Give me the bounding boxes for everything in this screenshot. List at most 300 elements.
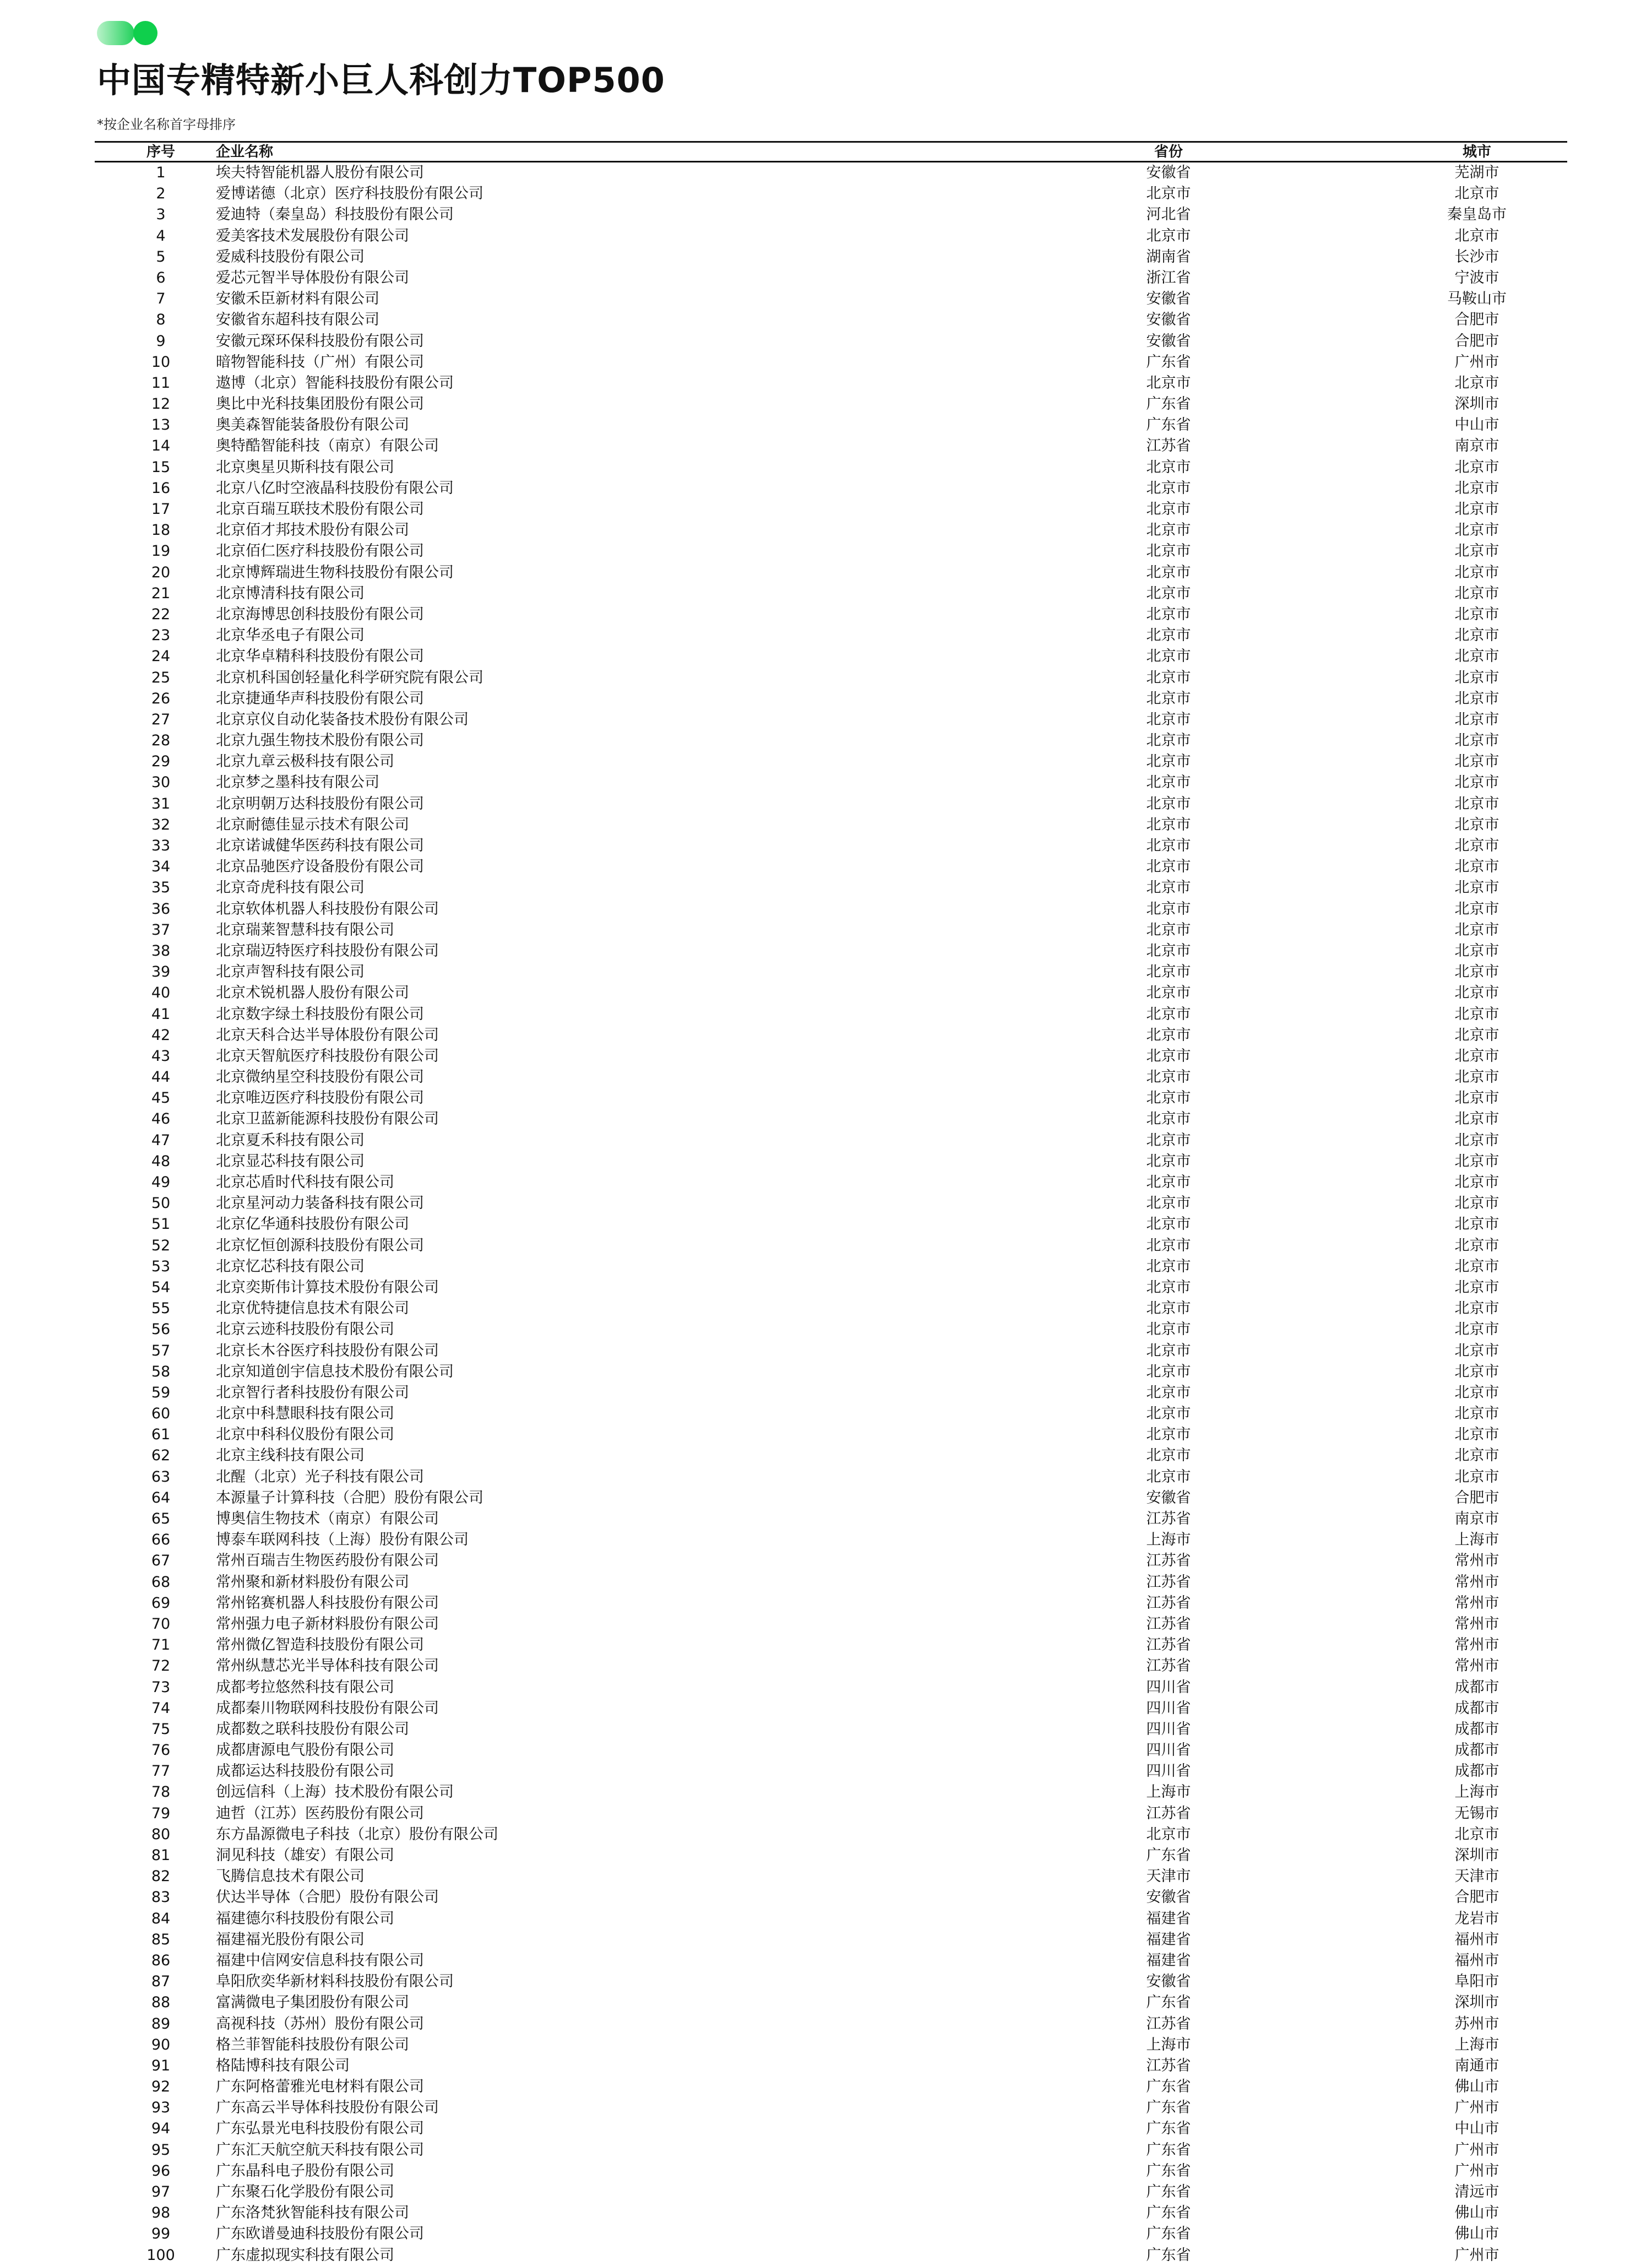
city: 北京市 <box>1454 1089 1499 1107</box>
city: 北京市 <box>1454 1152 1499 1170</box>
table-row <box>95 920 1567 941</box>
city: 北京市 <box>1454 1026 1499 1044</box>
province: 江苏省 <box>1146 1573 1191 1591</box>
province: 广东省 <box>1146 395 1191 413</box>
city: 广州市 <box>1454 353 1499 371</box>
company-name: 本源量子计算科技（合肥）股份有限公司 <box>216 1489 483 1506</box>
province: 北京市 <box>1146 1384 1191 1401</box>
province: 北京市 <box>1146 185 1191 203</box>
city: 北京市 <box>1454 1131 1499 1149</box>
table-row <box>95 457 1567 478</box>
city: 芜湖市 <box>1454 164 1499 181</box>
company-name: 广东晶科电子股份有限公司 <box>216 2162 394 2180</box>
row-number: 50 <box>151 1195 171 1212</box>
company-name: 成都数之联科技股份有限公司 <box>216 1720 409 1738</box>
table-row <box>95 625 1567 646</box>
company-name: 奥特酷智能科技（南京）有限公司 <box>216 437 439 455</box>
province: 北京市 <box>1146 711 1191 728</box>
company-name: 高视科技（苏州）股份有限公司 <box>216 2015 424 2032</box>
province: 北京市 <box>1146 543 1191 560</box>
city: 北京市 <box>1454 543 1499 560</box>
province: 江苏省 <box>1146 2015 1191 2032</box>
row-number: 1 <box>156 164 166 181</box>
city: 北京市 <box>1454 458 1499 476</box>
row-number: 28 <box>151 732 171 750</box>
company-name: 常州强力电子新材料股份有限公司 <box>216 1615 439 1633</box>
city: 北京市 <box>1454 522 1499 539</box>
company-name: 常州纵慧芯光半导体科技有限公司 <box>216 1657 439 1675</box>
table-row <box>95 583 1567 604</box>
table-row <box>95 1383 1567 1403</box>
city: 北京市 <box>1454 185 1499 203</box>
province: 北京市 <box>1146 501 1191 518</box>
province: 北京市 <box>1146 1342 1191 1359</box>
logo-pill-shape <box>97 21 134 45</box>
row-number: 29 <box>151 753 171 771</box>
company-name: 北京海博思创科技股份有限公司 <box>216 605 424 623</box>
city: 马鞍山市 <box>1447 290 1507 308</box>
province: 江苏省 <box>1146 1594 1191 1612</box>
company-name: 北京中科科仪股份有限公司 <box>216 1426 394 1444</box>
company-name: 爱芯元智半导体股份有限公司 <box>216 269 409 286</box>
city: 北京市 <box>1454 690 1499 707</box>
province: 浙江省 <box>1146 269 1191 286</box>
table-row <box>95 1214 1567 1235</box>
company-name: 伏达半导体（合肥）股份有限公司 <box>216 1889 439 1906</box>
company-name: 爱迪特（秦皇岛）科技股份有限公司 <box>216 206 454 224</box>
city: 合肥市 <box>1454 1489 1499 1506</box>
company-name: 北京微纳星空科技股份有限公司 <box>216 1069 424 1086</box>
table-row <box>95 604 1567 625</box>
table-row <box>95 1088 1567 1109</box>
table-row <box>95 2118 1567 2139</box>
city: 合肥市 <box>1454 332 1499 350</box>
company-name: 北京佰才邦技术股份有限公司 <box>216 522 409 539</box>
city: 北京市 <box>1454 816 1499 833</box>
company-name: 北京梦之墨科技有限公司 <box>216 774 379 792</box>
row-number: 76 <box>151 1742 171 1759</box>
city: 福州市 <box>1454 1951 1499 1969</box>
row-number: 88 <box>151 1994 171 2012</box>
row-number: 55 <box>151 1300 171 1318</box>
row-number: 95 <box>151 2141 171 2159</box>
table-row <box>95 1403 1567 1424</box>
row-number: 92 <box>151 2078 171 2096</box>
company-name: 广东弘景光电科技股份有限公司 <box>216 2120 424 2138</box>
province: 广东省 <box>1146 2204 1191 2222</box>
city: 天津市 <box>1454 1868 1499 1885</box>
province: 北京市 <box>1146 227 1191 245</box>
province: 北京市 <box>1146 1321 1191 1338</box>
province: 江苏省 <box>1146 1636 1191 1654</box>
header-province: 省份 <box>1154 144 1183 160</box>
city: 北京市 <box>1454 900 1499 918</box>
city: 上海市 <box>1454 1783 1499 1801</box>
table-row <box>95 373 1567 394</box>
table-row <box>95 941 1567 962</box>
row-number: 93 <box>151 2099 171 2117</box>
province: 北京市 <box>1146 1005 1191 1023</box>
city: 深圳市 <box>1454 395 1499 413</box>
city: 秦皇岛市 <box>1447 206 1507 224</box>
row-number: 56 <box>151 1321 171 1338</box>
city: 北京市 <box>1454 774 1499 792</box>
city: 常州市 <box>1454 1552 1499 1570</box>
city: 北京市 <box>1454 1405 1499 1423</box>
province: 北京市 <box>1146 1426 1191 1444</box>
row-number: 15 <box>151 458 171 476</box>
province: 广东省 <box>1146 2120 1191 2138</box>
company-name: 北京奕斯伟计算技术股份有限公司 <box>216 1278 439 1296</box>
row-number: 10 <box>151 353 171 371</box>
city: 北京市 <box>1454 1426 1499 1444</box>
table-row <box>95 1929 1567 1950</box>
table-row <box>95 1130 1567 1151</box>
province: 广东省 <box>1146 1847 1191 1864</box>
city: 南京市 <box>1454 1510 1499 1527</box>
city: 长沙市 <box>1454 248 1499 265</box>
company-name: 北京博辉瑞进生物科技股份有限公司 <box>216 563 454 581</box>
city: 北京市 <box>1454 1300 1499 1318</box>
province: 广东省 <box>1146 2162 1191 2180</box>
city: 佛山市 <box>1454 2225 1499 2243</box>
company-name: 北京佰仁医疗科技股份有限公司 <box>216 543 424 560</box>
row-number: 39 <box>151 963 171 981</box>
table-row <box>95 709 1567 730</box>
province: 江苏省 <box>1146 1510 1191 1527</box>
table-row <box>95 2140 1567 2161</box>
company-name: 广东欧谱曼迪科技股份有限公司 <box>216 2225 424 2243</box>
table-row <box>95 247 1567 268</box>
company-name: 北京云迹科技股份有限公司 <box>216 1321 394 1338</box>
table-row <box>95 794 1567 815</box>
header-city: 城市 <box>1462 144 1491 160</box>
city: 北京市 <box>1454 479 1499 497</box>
row-number: 61 <box>151 1426 171 1444</box>
company-name: 北京芯盾时代科技有限公司 <box>216 1174 394 1191</box>
row-number: 79 <box>151 1804 171 1822</box>
city: 北京市 <box>1454 1237 1499 1254</box>
province: 湖南省 <box>1146 248 1191 265</box>
logo-dot-shape <box>133 21 157 45</box>
row-number: 77 <box>151 1763 171 1780</box>
company-name: 北醒（北京）光子科技有限公司 <box>216 1468 424 1486</box>
province: 北京市 <box>1146 458 1191 476</box>
row-number: 40 <box>151 984 171 1002</box>
table-row <box>95 1950 1567 1971</box>
row-number: 5 <box>156 248 166 265</box>
table-row <box>95 415 1567 436</box>
table-row <box>95 2097 1567 2118</box>
province: 上海市 <box>1146 2036 1191 2053</box>
province: 北京市 <box>1146 1257 1191 1275</box>
city: 北京市 <box>1454 1195 1499 1212</box>
city: 北京市 <box>1454 605 1499 623</box>
province: 北京市 <box>1146 963 1191 981</box>
province: 北京市 <box>1146 1405 1191 1423</box>
city: 北京市 <box>1454 732 1499 750</box>
city: 北京市 <box>1454 879 1499 897</box>
row-number: 99 <box>151 2225 171 2243</box>
province: 广东省 <box>1146 2246 1191 2264</box>
company-name: 北京夏禾科技有限公司 <box>216 1131 365 1149</box>
row-number: 86 <box>151 1951 171 1969</box>
row-number: 60 <box>151 1405 171 1423</box>
province: 安徽省 <box>1146 1889 1191 1906</box>
province: 江苏省 <box>1146 437 1191 455</box>
province: 广东省 <box>1146 353 1191 371</box>
row-number: 66 <box>151 1531 171 1549</box>
sort-note: *按企业名称首字母排序 <box>97 117 236 132</box>
table-row <box>95 331 1567 352</box>
row-number: 2 <box>156 185 166 203</box>
province: 北京市 <box>1146 1174 1191 1191</box>
province: 北京市 <box>1146 1195 1191 1212</box>
table-row <box>95 2014 1567 2035</box>
header-name: 企业名称 <box>216 144 274 160</box>
row-number: 6 <box>156 269 166 286</box>
city: 福州市 <box>1454 1931 1499 1948</box>
province: 四川省 <box>1146 1742 1191 1759</box>
city: 宁波市 <box>1454 269 1499 286</box>
table-row <box>95 772 1567 793</box>
table-row <box>95 983 1567 1004</box>
company-name: 奥比中光科技集团股份有限公司 <box>216 395 424 413</box>
row-number: 25 <box>151 669 171 686</box>
row-number: 17 <box>151 501 171 518</box>
province: 北京市 <box>1146 816 1191 833</box>
province: 福建省 <box>1146 1910 1191 1927</box>
city: 北京市 <box>1454 1110 1499 1128</box>
row-number: 16 <box>151 479 171 497</box>
province: 北京市 <box>1146 1047 1191 1065</box>
city: 北京市 <box>1454 1468 1499 1486</box>
company-name: 北京华丞电子有限公司 <box>216 627 365 644</box>
company-name: 博奥信生物技术（南京）有限公司 <box>216 1510 439 1527</box>
company-name: 北京长木谷医疗科技股份有限公司 <box>216 1342 439 1359</box>
table-row <box>95 204 1567 225</box>
province: 北京市 <box>1146 1110 1191 1128</box>
company-name: 北京卫蓝新能源科技股份有限公司 <box>216 1110 439 1128</box>
table-row <box>95 1424 1567 1445</box>
city: 北京市 <box>1454 648 1499 665</box>
table-row <box>95 877 1567 898</box>
province: 北京市 <box>1146 984 1191 1002</box>
row-number: 33 <box>151 837 171 854</box>
row-number: 64 <box>151 1489 171 1506</box>
city: 北京市 <box>1454 858 1499 876</box>
city: 南通市 <box>1454 2057 1499 2074</box>
province: 北京市 <box>1146 1216 1191 1233</box>
row-number: 21 <box>151 584 171 602</box>
company-name: 北京术锐机器人股份有限公司 <box>216 984 409 1002</box>
row-number: 7 <box>156 290 166 308</box>
city: 北京市 <box>1454 1342 1499 1359</box>
city: 成都市 <box>1454 1742 1499 1759</box>
row-number: 12 <box>151 395 171 413</box>
table-row <box>95 1172 1567 1193</box>
table-row <box>95 541 1567 562</box>
province: 北京市 <box>1146 1069 1191 1086</box>
city: 北京市 <box>1454 1363 1499 1380</box>
province: 北京市 <box>1146 732 1191 750</box>
row-number: 22 <box>151 605 171 623</box>
row-number: 34 <box>151 858 171 876</box>
city: 常州市 <box>1454 1573 1499 1591</box>
row-number: 91 <box>151 2057 171 2074</box>
row-number: 37 <box>151 921 171 939</box>
company-name: 常州微亿智造科技股份有限公司 <box>216 1636 424 1654</box>
row-number: 84 <box>151 1910 171 1927</box>
province: 江苏省 <box>1146 1657 1191 1675</box>
company-name: 北京瑞莱智慧科技有限公司 <box>216 921 394 939</box>
province: 广东省 <box>1146 2078 1191 2096</box>
table-row <box>95 1004 1567 1025</box>
company-name: 安徽元琛环保科技股份有限公司 <box>216 332 424 350</box>
city: 北京市 <box>1454 227 1499 245</box>
row-number: 100 <box>146 2246 175 2264</box>
company-name: 爱美客技术发展股份有限公司 <box>216 227 409 245</box>
city: 北京市 <box>1454 669 1499 686</box>
company-name: 成都唐源电气股份有限公司 <box>216 1742 394 1759</box>
province: 北京市 <box>1146 774 1191 792</box>
row-number: 54 <box>151 1278 171 1296</box>
row-number: 44 <box>151 1069 171 1086</box>
province: 安徽省 <box>1146 290 1191 308</box>
city: 中山市 <box>1454 416 1499 434</box>
company-name: 北京主线科技有限公司 <box>216 1447 365 1465</box>
province: 安徽省 <box>1146 332 1191 350</box>
row-number: 70 <box>151 1615 171 1633</box>
company-name: 北京诺诚健华医药科技有限公司 <box>216 837 424 854</box>
city: 成都市 <box>1454 1699 1499 1717</box>
province: 北京市 <box>1146 858 1191 876</box>
city: 上海市 <box>1454 1531 1499 1549</box>
company-name: 常州铭赛机器人科技股份有限公司 <box>216 1594 439 1612</box>
row-number: 32 <box>151 816 171 833</box>
table-row <box>95 1509 1567 1530</box>
city: 北京市 <box>1454 584 1499 602</box>
row-number: 62 <box>151 1447 171 1465</box>
company-name: 北京忆芯科技有限公司 <box>216 1257 365 1275</box>
province: 福建省 <box>1146 1931 1191 1948</box>
city: 深圳市 <box>1454 1994 1499 2012</box>
city: 北京市 <box>1454 1216 1499 1233</box>
row-number: 80 <box>151 1825 171 1843</box>
table-row <box>95 1488 1567 1509</box>
company-name: 常州聚和新材料股份有限公司 <box>216 1573 409 1591</box>
row-number: 30 <box>151 774 171 792</box>
province: 北京市 <box>1146 1131 1191 1149</box>
company-name: 北京京仪自动化装备技术股份有限公司 <box>216 711 469 728</box>
province: 北京市 <box>1146 374 1191 392</box>
table-row <box>95 310 1567 330</box>
company-name: 东方晶源微电子科技（北京）股份有限公司 <box>216 1825 498 1843</box>
row-number: 51 <box>151 1216 171 1233</box>
table-row <box>95 2056 1567 2077</box>
company-name: 格陆博科技有限公司 <box>216 2057 350 2074</box>
row-number: 73 <box>151 1678 171 1696</box>
company-name: 北京知道创宇信息技术股份有限公司 <box>216 1363 454 1380</box>
table-row <box>95 1992 1567 2013</box>
row-number: 20 <box>151 563 171 581</box>
table-row <box>95 289 1567 310</box>
province: 四川省 <box>1146 1763 1191 1780</box>
table-row <box>95 1530 1567 1551</box>
company-name: 遨博（北京）智能科技股份有限公司 <box>216 374 454 392</box>
row-number: 96 <box>151 2162 171 2180</box>
city: 广州市 <box>1454 2246 1499 2264</box>
company-name: 飞腾信息技术有限公司 <box>216 1868 365 1885</box>
province: 上海市 <box>1146 1531 1191 1549</box>
province: 北京市 <box>1146 1152 1191 1170</box>
table-row <box>95 1551 1567 1571</box>
table-header <box>95 144 1567 160</box>
company-name: 北京星河动力装备科技有限公司 <box>216 1195 424 1212</box>
row-number: 72 <box>151 1657 171 1675</box>
table-row <box>95 226 1567 247</box>
city: 南京市 <box>1454 437 1499 455</box>
province: 北京市 <box>1146 879 1191 897</box>
company-name: 安徽禾臣新材料有限公司 <box>216 290 379 308</box>
company-name: 成都秦川物联网科技股份有限公司 <box>216 1699 439 1717</box>
row-number: 41 <box>151 1005 171 1023</box>
province: 北京市 <box>1146 942 1191 959</box>
city: 深圳市 <box>1454 1847 1499 1864</box>
table-row <box>95 2182 1567 2203</box>
city: 北京市 <box>1454 753 1499 771</box>
table-row <box>95 1046 1567 1067</box>
table-row <box>95 730 1567 751</box>
company-name: 北京博清科技有限公司 <box>216 584 365 602</box>
table-row <box>95 562 1567 583</box>
province: 北京市 <box>1146 753 1191 771</box>
table-row <box>95 1025 1567 1046</box>
row-number: 63 <box>151 1468 171 1486</box>
province: 北京市 <box>1146 1468 1191 1486</box>
row-number: 85 <box>151 1931 171 1948</box>
table-row <box>95 268 1567 289</box>
company-name: 北京九强生物技术股份有限公司 <box>216 732 424 750</box>
province: 北京市 <box>1146 1278 1191 1296</box>
table-row <box>95 689 1567 709</box>
table-row <box>95 1193 1567 1214</box>
city: 北京市 <box>1454 942 1499 959</box>
company-name: 北京八亿时空液晶科技股份有限公司 <box>216 479 454 497</box>
brand-logo <box>97 21 157 45</box>
row-number: 14 <box>151 437 171 455</box>
company-name: 暗物智能科技（广州）有限公司 <box>216 353 424 371</box>
company-name: 洞见科技（雄安）有限公司 <box>216 1847 394 1864</box>
company-name: 北京华卓精科科技股份有限公司 <box>216 648 424 665</box>
company-name: 博泰车联网科技（上海）股份有限公司 <box>216 1531 469 1549</box>
company-name: 广东高云半导体科技股份有限公司 <box>216 2099 439 2117</box>
row-number: 46 <box>151 1110 171 1128</box>
city: 上海市 <box>1454 2036 1499 2053</box>
table-row <box>95 352 1567 373</box>
city: 广州市 <box>1454 2162 1499 2180</box>
table-row <box>95 1887 1567 1908</box>
row-number: 48 <box>151 1152 171 1170</box>
row-number: 87 <box>151 1973 171 1991</box>
row-number: 65 <box>151 1510 171 1527</box>
table-row <box>95 1277 1567 1298</box>
row-number: 38 <box>151 942 171 959</box>
city: 北京市 <box>1454 1384 1499 1401</box>
city: 北京市 <box>1454 501 1499 518</box>
city: 北京市 <box>1454 1447 1499 1465</box>
row-number: 18 <box>151 522 171 539</box>
